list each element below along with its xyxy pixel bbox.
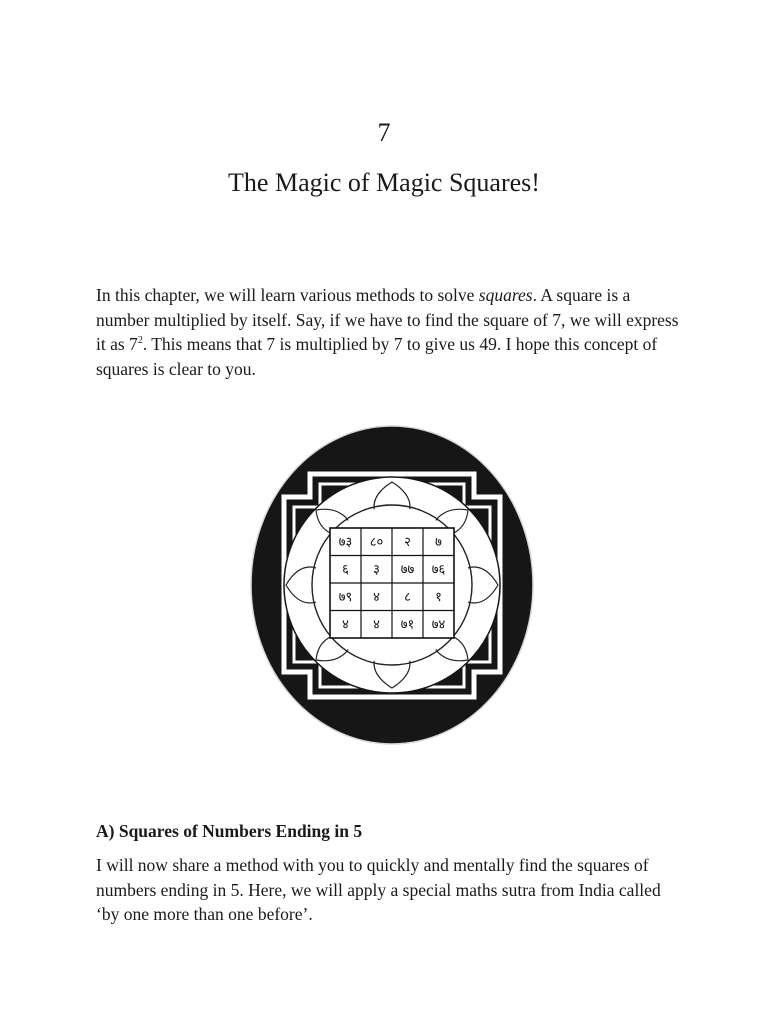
grid-cell: ७६	[431, 562, 446, 578]
grid-cell: ४	[373, 617, 380, 633]
section-a-paragraph: I will now share a method with you to quickly and mentally find the squares of numbers ending in 5. Here, we will apply a special maths sutra from India called ‘by one more than one before’.	[96, 855, 661, 925]
magic-square-yantra-illustration	[248, 422, 536, 746]
grid-cell: ४	[373, 590, 380, 605]
intro-text-3: . This means that 7 is multiplied by 7 to give us 49. I hope this concept of squares is clear to you.	[96, 334, 658, 379]
intro-italic-squares: squares	[478, 285, 533, 305]
grid-cell: २	[404, 535, 411, 550]
intro-paragraph	[96, 283, 686, 381]
grid-cell: ७७	[400, 562, 415, 578]
chapter-number: 7	[377, 118, 391, 147]
grid-cell: ७९	[338, 590, 353, 605]
grid-cell: ७३	[338, 535, 353, 550]
intro-text-2: . A square is a number multiplied by itself. Say, if we have to find the square of 7, we will express it as 7	[96, 285, 679, 355]
magic-square-grid	[330, 528, 454, 638]
grid-cell: ६	[342, 562, 349, 578]
grid-cell: ७१	[400, 617, 415, 633]
intro-superscript: 2	[137, 335, 143, 347]
section-heading-a: A) Squares of Numbers Ending in 5	[96, 821, 363, 841]
grid-cell: ७४	[431, 617, 446, 633]
chapter-title: The Magic of Magic Squares!	[228, 168, 540, 197]
grid-cell: ८०	[369, 535, 384, 550]
grid-cell: ३	[373, 562, 380, 578]
grid-cell: ७	[435, 535, 442, 550]
grid-cell: ८	[404, 590, 411, 605]
intro-text-1: In this chapter, we will learn various methods to solve	[96, 285, 479, 305]
grid-cell: ४	[342, 617, 349, 633]
grid-cell: १	[435, 590, 442, 605]
